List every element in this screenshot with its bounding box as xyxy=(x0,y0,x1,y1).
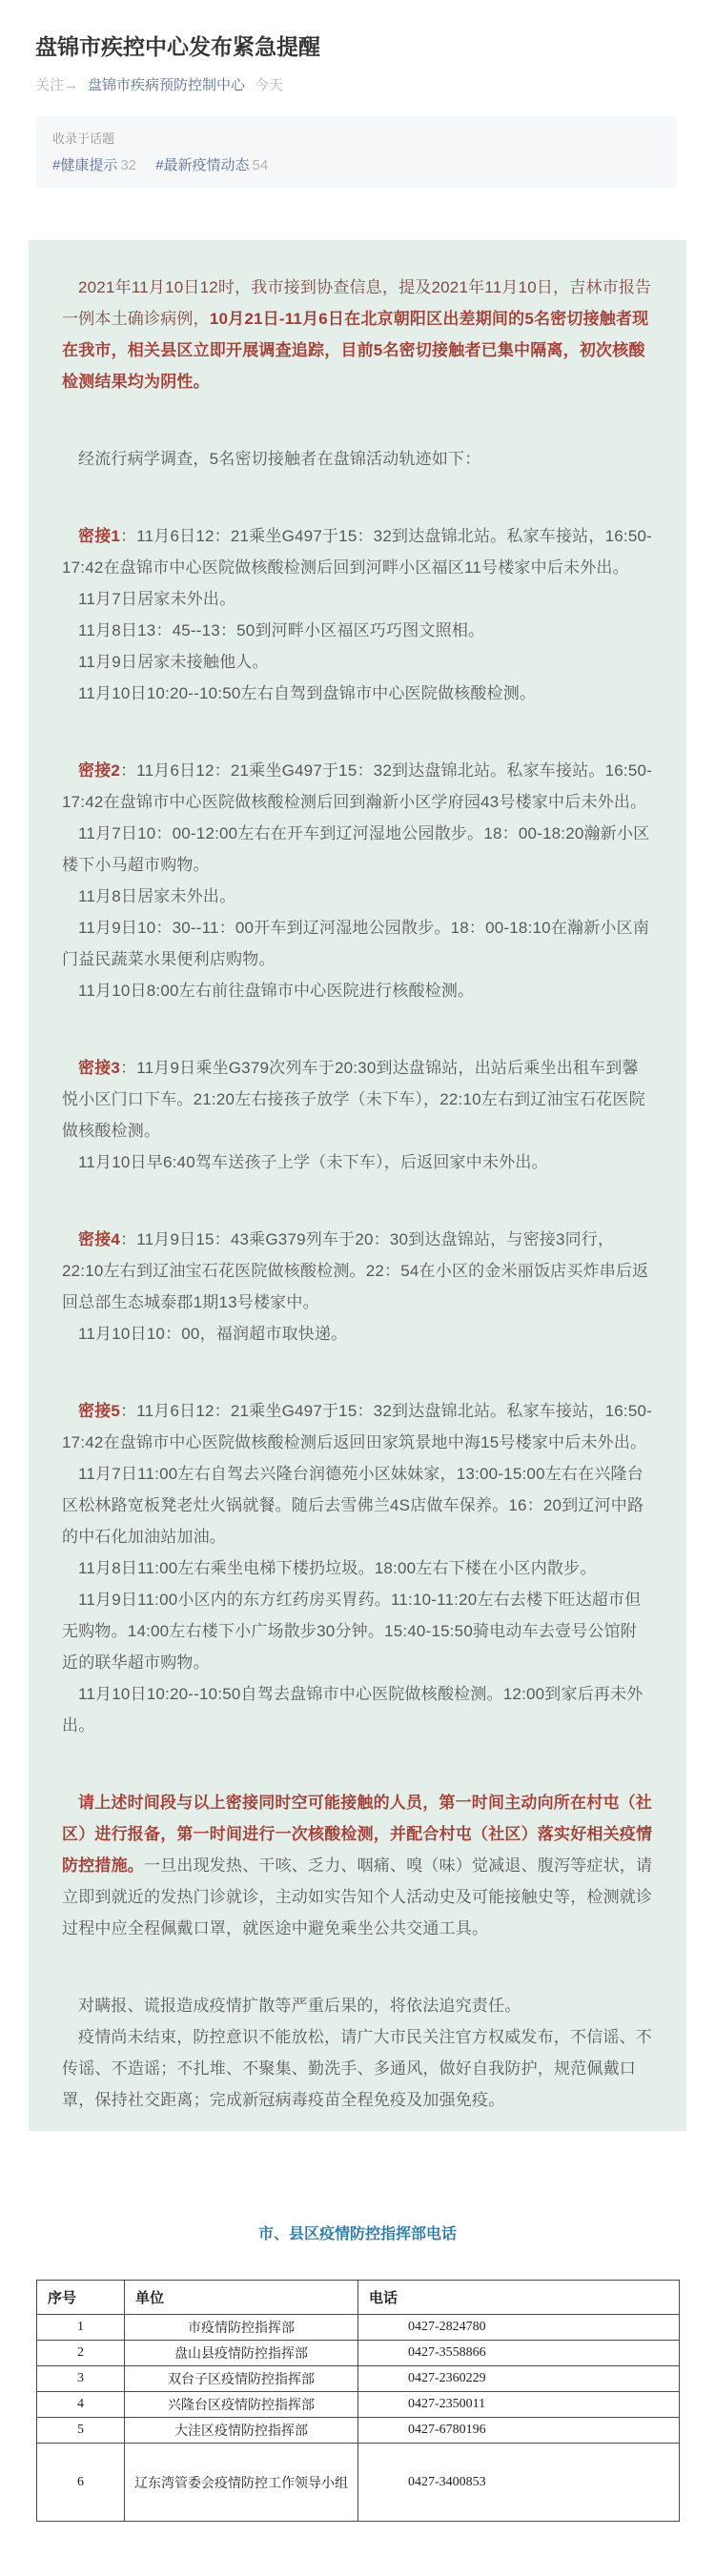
body-paragraph xyxy=(62,975,653,1006)
body-paragraph xyxy=(62,1395,653,1458)
body-paragraph xyxy=(62,520,653,583)
text-segment: 经流行病学调查，5名密切接触者在盘锦活动轨迹如下： xyxy=(78,450,481,469)
text-segment: 11月9日居家未接触他人。 xyxy=(78,653,269,672)
phone-number-cell: 0427-2360229 xyxy=(358,2366,680,2392)
bottom-spacer xyxy=(0,2522,715,2576)
phone-table-body xyxy=(37,2315,680,2522)
table-header-cell: 单位 xyxy=(125,2281,358,2315)
body-paragraph xyxy=(62,1678,653,1741)
topic-header: 收录于话题 xyxy=(52,132,115,147)
text-segment: 11月7日11:00左右自驾去兴隆台润德苑小区妹妹家，13:00-15:00左右在兴隆台区松林路宽板凳老灶火锅就餐。随后去雪佛兰4S店做车保养。16：20到辽河中路的中石化加油站加油。 xyxy=(62,1465,644,1547)
body-paragraph xyxy=(62,2021,653,2116)
text-segment: 疫情尚未结束，防控意识不能放松，请广大市民关注官方权威发布，不信谣、不传谣、不造谣；不扎堆、不聚集、勤洗手、多通风，做好自我防护，规范佩戴口罩，保持社交距离；完成新冠病毒疫苗全程免疫及加强免疫。 xyxy=(62,2028,652,2110)
text-segment: 11月8日11:00左右乘坐电梯下楼扔垃圾。18:00左右下楼在小区内散步。 xyxy=(78,1559,597,1578)
body-paragraph xyxy=(62,881,653,912)
body-paragraph xyxy=(62,1990,653,2021)
text-segment: 11月10日10:20--10:50左右自驾到盘锦市中心医院做核酸检测。 xyxy=(78,684,537,703)
text-segment: 11月8日13：45--13：50到河畔小区福区巧巧图文照相。 xyxy=(78,621,485,640)
wechat-article-page xyxy=(0,32,715,2576)
body-paragraph xyxy=(62,1052,653,1146)
body-paragraph xyxy=(62,1584,653,1678)
topic-box xyxy=(36,116,677,188)
body-paragraph xyxy=(62,678,653,709)
article-block xyxy=(62,443,653,475)
body-paragraph xyxy=(62,755,653,818)
text-segment: 11月9日11:00小区内的东方红药房买胃药。11:10-11:20左右去楼下旺达超市但无购物。14:00左右楼下小广场散步30分钟。15:40-15:50骑电动车去壹号公馆附近的联华超市购物。 xyxy=(62,1591,642,1673)
article-block xyxy=(62,755,653,1006)
body-paragraph xyxy=(62,443,653,475)
article-block xyxy=(62,1990,653,2116)
text-segment: ：11月6日12：21乘坐G497于15：32到达盘锦北站。私家车接站。16:50-17:42在盘锦市中心医院做核酸检测后回到瀚新小区学府园43号楼家中后未外出。 xyxy=(62,761,652,812)
body-paragraph xyxy=(62,1146,653,1178)
body-paragraph xyxy=(62,1552,653,1584)
phone-number-cell: 0427-6780196 xyxy=(358,2418,680,2444)
text-segment: ：11月9日15：43乘G379列车于20：30到达盘锦站，与密接3同行，22:10左右到辽油宝石花医院做核酸检测。22：54在小区的金米丽饭店买炸串后返回总部生态城泰郡1期13号楼家中。 xyxy=(62,1230,649,1312)
unit-name-cell: 大洼区疫情防控指挥部 xyxy=(125,2418,358,2444)
text-segment: 11月8日居家未外出。 xyxy=(78,887,236,906)
text-segment: 11月10日10：00，福润超市取快递。 xyxy=(78,1325,348,1344)
unit-name-cell: 市疫情防控指挥部 xyxy=(125,2315,358,2341)
table-header-row xyxy=(37,2281,680,2315)
text-segment: ：11月6日12：21乘坐G497于15：32到达盘锦北站。私家车接站，16:50-17:42在盘锦市中心医院做核酸检测后回到河畔小区福区11号楼家中后未外出。 xyxy=(62,527,652,578)
text-segment: 2021年11月10日12时，我市接到协查信息，提及2021年11月10日，吉林市报告一例本土确诊病例， xyxy=(62,278,652,329)
phone-number-cell: 0427-2824780 xyxy=(358,2315,680,2341)
text-segment: ：11月9日乘坐G379次列车于20:30到达盘锦站，出站后乘坐出租车到馨悦小区门口下车。21:20左右接孩子放学（未下车），22:10左右到辽油宝石花医院做核酸检测。 xyxy=(62,1059,645,1141)
body-paragraph xyxy=(62,818,653,881)
text-segment: ：11月6日12：21乘坐G497于15：32到达盘锦北站。私家车接站，16:50-17:42在盘锦市中心医院做核酸检测后返回田家筑景地中海15号楼家中后未外出。 xyxy=(62,1402,652,1452)
text-segment: 10月21日-11月6日在北京朝阳区出差期间的5名密切接触者现在我市，相关县区立即开展调查追踪，目前5名密切接触者已集中隔离，初次核酸检测结果均为阴性。 xyxy=(62,310,649,392)
article-title: 盘锦市疾控中心发布紧急提醒 xyxy=(35,34,320,59)
table-row xyxy=(37,2392,680,2418)
text-segment: 11月10日早6:40驾车送孩子上学（未下车），后返回家中未外出。 xyxy=(78,1153,548,1172)
body-paragraph xyxy=(62,272,653,397)
table-row xyxy=(37,2315,680,2341)
follow-link[interactable]: 关注→ xyxy=(35,77,79,94)
body-paragraph xyxy=(62,1224,653,1318)
row-number-cell: 4 xyxy=(37,2392,125,2418)
table-header-cell: 序号 xyxy=(37,2281,125,2315)
byline xyxy=(35,74,680,94)
text-segment: 密接4 xyxy=(78,1230,121,1249)
account-name-link[interactable]: 盘锦市疾病预防控制中心 xyxy=(88,77,246,94)
topic-tags xyxy=(52,154,661,174)
article-block xyxy=(62,1224,653,1349)
row-number-cell: 3 xyxy=(37,2366,125,2392)
phone-number-cell: 0427-3558866 xyxy=(358,2341,680,2366)
body-paragraph xyxy=(62,646,653,678)
article-block xyxy=(62,520,653,709)
text-segment: 密接2 xyxy=(78,761,121,781)
table-header-cell: 电话 xyxy=(358,2281,680,2315)
text-segment: 对瞒报、谎报造成疫情扩散等严重后果的，将依法追究责任。 xyxy=(78,1997,521,2016)
article-body xyxy=(29,240,686,2131)
article-block xyxy=(62,1052,653,1178)
row-number-cell: 1 xyxy=(37,2315,125,2341)
phone-table xyxy=(36,2280,680,2522)
text-segment: 密接1 xyxy=(78,527,121,546)
article-block xyxy=(62,1787,653,1944)
article-block xyxy=(62,1395,653,1741)
text-segment: 11月7日居家未外出。 xyxy=(78,590,236,609)
row-number-cell: 5 xyxy=(37,2418,125,2444)
topic-tag-label: #健康提示 xyxy=(52,157,118,174)
publish-date: 今天 xyxy=(255,77,284,94)
unit-name-cell: 辽东湾管委会疫情防控工作领导小组 xyxy=(125,2444,358,2522)
text-segment: 11月10日10:20--10:50自驾去盘锦市中心医院做核酸检测。12:00到家后再未外出。 xyxy=(62,1685,644,1735)
topic-tag-count: 54 xyxy=(252,157,269,174)
body-paragraph xyxy=(62,583,653,615)
body-paragraph xyxy=(62,1787,653,1944)
unit-name-cell: 兴隆台区疫情防控指挥部 xyxy=(125,2392,358,2418)
text-segment: 11月7日10：00-12:00左右在开车到辽河湿地公园散步。18：00-18:20瀚新小区楼下小马超市购物。 xyxy=(62,824,650,875)
phone-number-cell: 0427-2350011 xyxy=(358,2392,680,2418)
topic-tag-count: 32 xyxy=(120,157,137,174)
row-number-cell: 6 xyxy=(37,2444,125,2522)
body-paragraph xyxy=(62,1458,653,1552)
topic-tag-latest-epidemic[interactable] xyxy=(155,157,268,173)
unit-name-cell: 双台子区疫情防控指挥部 xyxy=(125,2366,358,2392)
text-segment: 密接3 xyxy=(78,1059,121,1078)
text-segment: 11月9日10：30--11：00开车到辽河湿地公园散步。18：00-18:10在瀚新小区南门益民蔬菜水果便利店购物。 xyxy=(62,919,650,969)
unit-name-cell: 盘山县疫情防控指挥部 xyxy=(125,2341,358,2366)
body-paragraph xyxy=(62,912,653,975)
phone-table-title: 市、县区疫情防控指挥部电话 xyxy=(257,2226,457,2243)
table-row xyxy=(37,2366,680,2392)
body-paragraph xyxy=(62,615,653,646)
table-row xyxy=(37,2341,680,2366)
phone-number-cell: 0427-3400853 xyxy=(358,2444,680,2522)
table-row xyxy=(37,2418,680,2444)
table-row xyxy=(37,2444,680,2522)
text-segment: 请上述时间段与以上密接同时空可能接触的人员，第一时间主动向所在村屯（社区）进行报备，第一时间进行一次核酸检测，并配合村屯（社区）落实好相关疫情防控措施。 xyxy=(62,1794,653,1876)
text-segment: 11月10日8:00左右前往盘锦市中心医院进行核酸检测。 xyxy=(78,982,475,1001)
topic-tag-label: #最新疫情动态 xyxy=(155,157,250,174)
article-block xyxy=(62,272,653,397)
body-paragraph xyxy=(62,1318,653,1349)
phone-table-head xyxy=(37,2281,680,2315)
text-segment: 密接5 xyxy=(78,1402,121,1421)
text-segment: 一旦出现发热、干咳、乏力、咽痛、嗅（味）觉减退、腹泻等症状，请立即到就近的发热门诊就诊，主动如实告知个人活动史及可能接触史等，检测就诊过程中应全程佩戴口罩，就医途中避免乘坐公共交通工具。 xyxy=(62,1856,653,1938)
row-number-cell: 2 xyxy=(37,2341,125,2366)
topic-tag-health-tips[interactable] xyxy=(52,157,136,173)
